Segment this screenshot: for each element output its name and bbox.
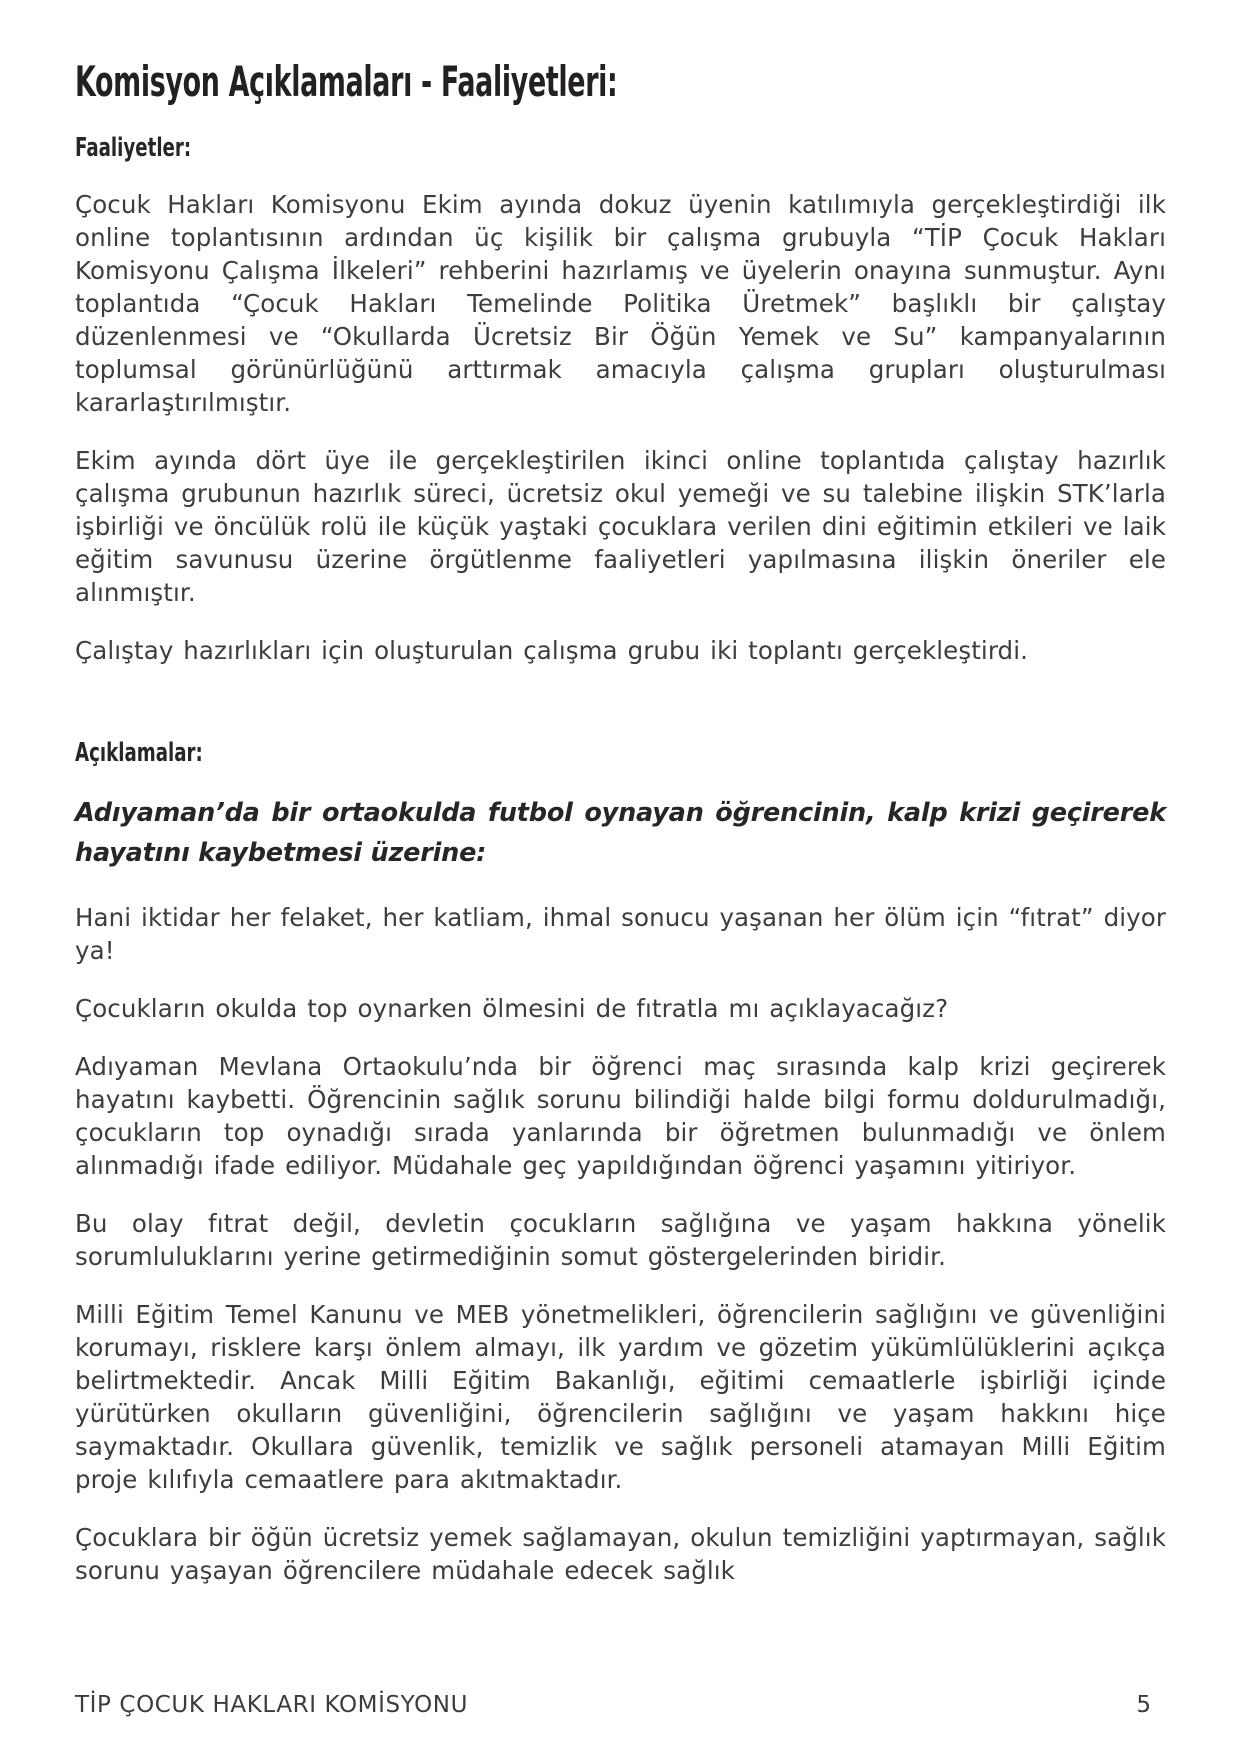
page-title: Komisyon Açıklamaları - Faaliyetleri: bbox=[75, 57, 618, 106]
aciklamalar-paragraph-4: Bu olay fıtrat değil, devletin çocukların sağlığına ve yaşam hakkına yönelik sorumluluklarını yerine getirmediğinin somut göstergelerinden biridir. bbox=[75, 1209, 1166, 1271]
page-number: 5 bbox=[1136, 1692, 1151, 1718]
aciklamalar-paragraph-3: Adıyaman Mevlana Ortaokulu’nda bir öğrenci maç sırasında kalp krizi geçirerek hayatını kaybetti. Öğrencinin sağlık sorunu bilindiği halde bilgi formu doldurulmadığı, çocukların top oynadığı sırada yanlarında bir öğretmen bulunmadığı ve önlem alınmadığı ifade ediliyor. Müdahale geç yapıldığından öğrenci yaşamını yitiriyor. bbox=[75, 1052, 1166, 1180]
aciklamalar-paragraph-1: Hani iktidar her felaket, her katliam, ihmal sonucu yaşanan her ölüm için “fıtrat” diyor ya! bbox=[75, 903, 1166, 965]
faaliyetler-heading: Faaliyetler: bbox=[75, 133, 192, 163]
faaliyetler-paragraph-2: Ekim ayında dört üye ile gerçekleştirilen ikinci online toplantıda çalıştay hazırlık çalışma grubunun hazırlık süreci, ücretsiz okul yemeği ve su talebine ilişkin STK’larla işbirliği ve öncülük rolü ile küçük yaştaki çocuklara verilen dini eğitimin etkileri ve laik eğitim savunusu üzerine örgütlenme faaliyetleri yapılmasına ilişkin öneriler ele alınmıştır. bbox=[75, 446, 1166, 607]
footer-commission-name: TİP ÇOCUK HAKLARI KOMİSYONU bbox=[75, 1692, 469, 1718]
faaliyetler-paragraph-3: Çalıştay hazırlıkları için oluşturulan çalışma grubu iki toplantı gerçekleştirdi. bbox=[75, 636, 1029, 665]
aciklamalar-paragraph-2: Çocukların okulda top oynarken ölmesini de fıtratla mı açıklayacağız? bbox=[75, 994, 949, 1023]
page-footer bbox=[75, 1692, 1151, 1718]
aciklamalar-heading: Açıklamalar: bbox=[75, 738, 203, 768]
aciklamalar-paragraph-5: Milli Eğitim Temel Kanunu ve MEB yönetmelikleri, öğrencilerin sağlığını ve güvenliğini korumayı, risklere karşı önlem almayı, ilk yardım ve gözetim yükümlülüklerini açıkça belirtmektedir. Ancak Milli Eğitim Bakanlığı, eğitimi cemaatlerle işbirliği içinde yürütürken okulların güvenliğini, öğrencilerin sağlığını ve yaşam hakkını hiçe saymaktadır. Okullara güvenlik, temizlik ve sağlık personeli atamayan Milli Eğitim proje kılıfıyla cemaatlere para akıtmaktadır. bbox=[75, 1300, 1166, 1494]
faaliyetler-paragraph-1: Çocuk Hakları Komisyonu Ekim ayında dokuz üyenin katılımıyla gerçekleştirdiği ilk online toplantısının ardından üç kişilik bir çalışma grubuyla “TİP Çocuk Hakları Komisyonu Çalışma İlkeleri” rehberini hazırlamış ve üyelerin onayına sunmuştur. Aynı toplantıda “Çocuk Hakları Temelinde Politika Üretmek” başlıklı bir çalıştay düzenlenmesi ve “Okullarda Ücretsiz Bir Öğün Yemek ve Su” kampanyalarının toplumsal görünürlüğünü arttırmak amacıyla çalışma grupları oluşturulması kararlaştırılmıştır. bbox=[75, 190, 1166, 417]
case-statement-heading: Adıyaman’da bir ortaokulda futbol oynayan öğrencinin, kalp krizi geçirerek hayatını kaybetmesi üzerine: bbox=[75, 798, 1166, 868]
aciklamalar-paragraph-6: Çocuklara bir öğün ücretsiz yemek sağlamayan, okulun temizliğini yaptırmayan, sağlık sorunu yaşayan öğrencilere müdahale edecek sağlık bbox=[75, 1523, 1166, 1585]
